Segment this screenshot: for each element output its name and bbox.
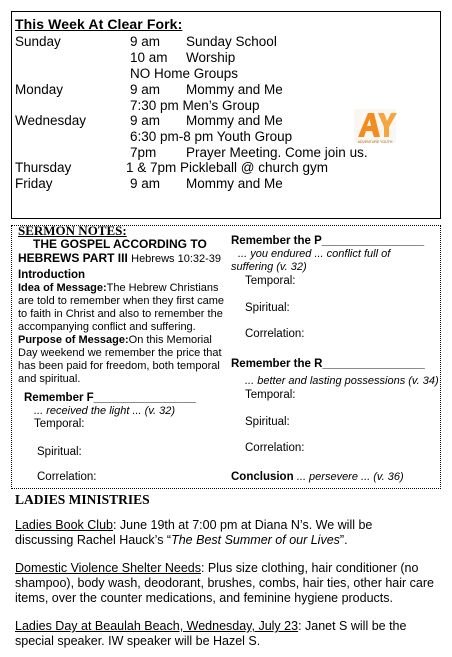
shelter-line2: shampoo), body wash, deodorant, brushes, combs, hair ties, other hair care [15, 576, 434, 590]
schedule-event: Mommy and Me [186, 176, 283, 191]
remember-r-verse: ... better and lasting possessions (v. 34) [245, 375, 439, 387]
purpose-of-message: Purpose of Message:On this Memorial Day weekend we remember the price that has been paid for freedom, both temporal and spiritual. [18, 334, 222, 385]
beach-line2: special speaker. IW speaker will be Hazel S. [15, 634, 261, 648]
schedule-day: Monday [15, 82, 64, 97]
schedule-time: NO Home Groups [130, 66, 239, 81]
schedule-event: Mommy and Me [186, 113, 283, 128]
schedule-title: This Week At Clear Fork: [15, 16, 183, 32]
beach-line1: Ladies Day at Beaulah Beach, Wednesday, July 23: Janet S will be the [15, 619, 407, 633]
schedule-time: 7pm [130, 145, 157, 160]
schedule-event: Sunday School [186, 34, 277, 49]
schedule-time: 7:30 pm Men’s Group [130, 98, 260, 113]
remember-f-correlation: Correlation: [37, 471, 97, 483]
sermon-title-line1: THE GOSPEL ACCORDING TO [33, 237, 207, 251]
remember-r-correlation: Correlation: [245, 442, 305, 454]
remember-p-spiritual: Spiritual: [245, 302, 290, 314]
adventure-youth-logo [352, 107, 398, 145]
remember-p-correlation: Correlation: [245, 328, 305, 340]
remember-r-title: Remember the R________________ [231, 358, 425, 370]
schedule-day: Thursday [15, 160, 72, 175]
schedule-time: 9 am [130, 113, 161, 128]
remember-f-title: Remember F________________ [24, 392, 196, 404]
remember-f-temporal: Temporal: [34, 418, 85, 430]
introduction-label: Introduction [18, 269, 86, 281]
schedule-day: Sunday [15, 34, 61, 49]
schedule-event: Prayer Meeting. Come join us. [186, 145, 368, 160]
svg-text:ADVENTURE YOUTH: ADVENTURE YOUTH [357, 140, 393, 144]
remember-p-title: Remember the P________________ [231, 235, 425, 247]
schedule-day: Friday [15, 176, 53, 191]
sermon-heading: SERMON NOTES: [18, 223, 127, 238]
schedule-time: 10 am [130, 50, 168, 65]
schedule-time: 9 am [130, 82, 161, 97]
remember-p-verse-line2: suffering (v. 32) [231, 261, 307, 273]
shelter-line3: items, over the counter medications, and feminine hygiene products. [15, 591, 393, 605]
remember-p-temporal: Temporal: [245, 275, 296, 287]
remember-p-verse-line1: ... you endured ... conflict full of [238, 248, 391, 260]
schedule-day: Wednesday [15, 113, 87, 128]
schedule-time: 1 & 7pm Pickleball @ church gym [126, 160, 329, 175]
schedule-time: 9 am [130, 34, 161, 49]
schedule-time: 6:30 pm-8 pm Youth Group [130, 129, 293, 144]
shelter-line1: Domestic Violence Shelter Needs: Plus size clothing, hair conditioner (no [15, 561, 419, 575]
book-club-line2: discussing Rachel Hauck’s “The Best Summer of our Lives”. [15, 533, 348, 547]
ladies-heading: LADIES MINISTRIES [15, 492, 150, 507]
schedule-time: 9 am [130, 176, 161, 191]
remember-r-spiritual: Spiritual: [245, 416, 290, 428]
schedule-event: Mommy and Me [186, 82, 283, 97]
remember-f-spiritual: Spiritual: [37, 446, 82, 458]
sermon-title-line2: HEBREWS PART III Hebrews 10:32-39 [18, 251, 222, 265]
conclusion: Conclusion ... persevere ... (v. 36) [231, 471, 404, 483]
schedule-event: Worship [186, 50, 236, 65]
remember-r-temporal: Temporal: [245, 389, 296, 401]
remember-f-verse: ... received the light ... (v. 32) [34, 405, 176, 417]
idea-of-message: Idea of Message:The Hebrew Christians are told to remember when they first came to faith in Christ and also to remember the accompanying conflict and suffering. [18, 282, 225, 333]
book-club-line1: Ladies Book Club: June 19th at 7:00 pm at Diana N’s. We will be [15, 518, 373, 532]
